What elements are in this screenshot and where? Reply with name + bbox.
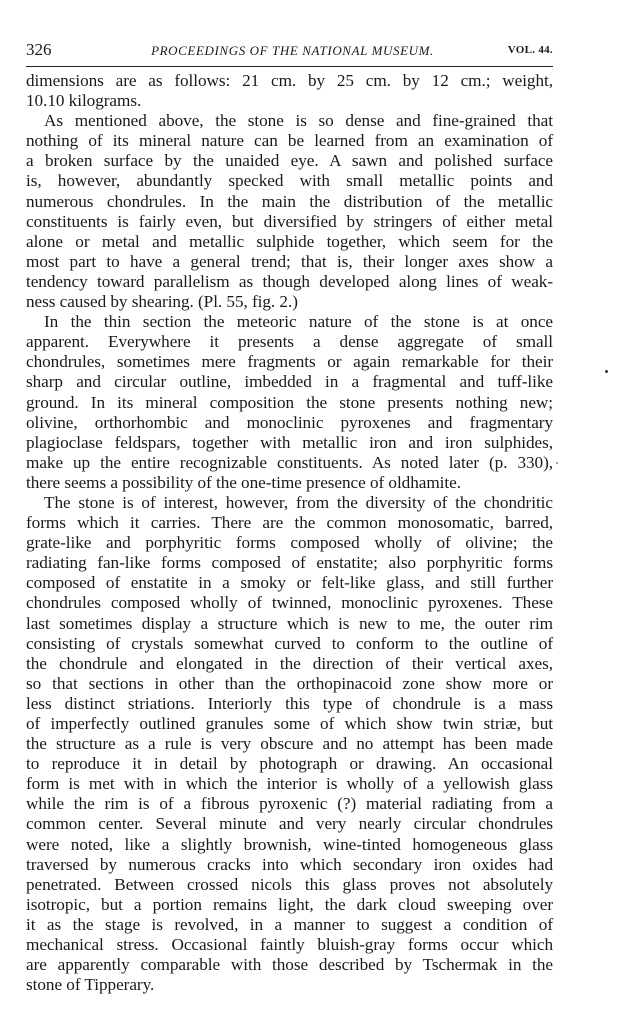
paragraph bbox=[26, 312, 553, 493]
running-title: PROCEEDINGS OF THE NATIONAL MUSEUM. bbox=[151, 43, 434, 58]
text-line: is, however, abundantly specked with small metallic points and bbox=[26, 171, 553, 191]
text-line: form is met with in which the interior is wholly of a yellowish glass bbox=[26, 774, 553, 794]
text-line: The stone is of interest, however, from the diversity of the chondritic bbox=[44, 492, 553, 512]
text-line: dimensions are as follows: 21 cm. by 25 cm. by 12 cm.; weight, bbox=[26, 71, 553, 90]
text-line: radiating fan-like forms composed of enstatite; also porphyritic forms bbox=[26, 553, 553, 573]
text-line: numerous chondrules. In the main the distribution of the metallic bbox=[26, 191, 553, 211]
text-line: the structure as a rule is very obscure and no attempt has been made bbox=[26, 734, 553, 754]
text-line: so that sections in other than the orthopinacoid zone show more or bbox=[26, 673, 553, 693]
text-line: grate-like and porphyritic forms composed wholly of olivine; the bbox=[26, 533, 553, 553]
text-line: it as the stage is revolved, in a manner to suggest a condition of bbox=[26, 914, 553, 934]
text-line: make up the entire recognizable constituents. As noted later (p. 330), bbox=[26, 452, 553, 472]
text-line: the chondrule and elongated in the direction of their vertical axes, bbox=[26, 653, 553, 673]
text-line: a broken surface by the unaided eye. A sawn and polished surface bbox=[26, 151, 553, 171]
volume-label: VOL. 44. bbox=[507, 44, 553, 56]
text-line: isotropic, but a portion remains light, the dark cloud sweeping over bbox=[26, 894, 553, 914]
text-line: most part to have a general trend; that is, their longer axes show a bbox=[26, 251, 553, 271]
text-line: nothing of its mineral nature can be learned from an examination of bbox=[26, 131, 553, 151]
paragraph bbox=[26, 71, 553, 111]
text-line: mechanical stress. Occasional faintly bluish-gray forms occur which bbox=[26, 935, 553, 955]
page-header bbox=[26, 40, 553, 62]
text-line: plagioclase feldspars, together with metallic iron and iron sulphides, bbox=[26, 432, 553, 452]
text-line: ness caused by shearing. (Pl. 55, fig. 2.) bbox=[26, 292, 298, 312]
scan-speck bbox=[556, 462, 558, 464]
text-line: olivine, orthorhombic and monoclinic pyroxenes and fragmentary bbox=[26, 412, 553, 432]
text-line: chondrules, sometimes mere fragments or again remarkable for their bbox=[26, 352, 553, 372]
text-line: consisting of crystals somewhat curved to conform to the outline of bbox=[26, 633, 553, 653]
paragraph bbox=[26, 493, 553, 995]
text-line: sharp and circular outline, imbedded in a fragmental and tuff-like bbox=[26, 372, 553, 392]
body-text bbox=[26, 71, 553, 995]
scan-speck bbox=[605, 370, 608, 373]
paragraph bbox=[26, 111, 553, 312]
text-line: forms which it carries. There are the common monosomatic, barred, bbox=[26, 513, 553, 533]
text-line: less distinct striations. Interiorly this type of chondrule is a mass bbox=[26, 693, 553, 713]
text-line: alone or metal and metallic sulphide together, which seem for the bbox=[26, 231, 553, 251]
text-line: of imperfectly outlined granules some of which show twin striæ, but bbox=[26, 714, 553, 733]
text-line: stone of Tipperary. bbox=[26, 975, 155, 995]
text-line: to reproduce it in detail by photograph or drawing. An occasional bbox=[26, 754, 553, 774]
text-line: traversed by numerous cracks into which secondary iron oxides had bbox=[26, 854, 553, 874]
text-line: apparent. Everywhere it presents a dense aggregate of small bbox=[26, 332, 553, 352]
text-line: were noted, like a slightly brownish, wine-tinted homogeneous glass bbox=[26, 834, 553, 854]
header-rule bbox=[26, 66, 553, 67]
text-line: last sometimes display a structure which is new to me, the outer rim bbox=[26, 613, 553, 633]
text-line: As mentioned above, the stone is so dense and fine-grained that bbox=[44, 111, 553, 131]
text-line: tendency toward parallelism as though developed along lines of weak- bbox=[26, 271, 553, 291]
text-line: while the rim is of a fibrous pyroxenic (?) material radiating from a bbox=[26, 794, 553, 814]
text-line: 10.10 kilograms. bbox=[26, 91, 142, 111]
text-line: common center. Several minute and very nearly circular chondrules bbox=[26, 814, 553, 834]
page-number: 326 bbox=[26, 40, 52, 59]
text-line: penetrated. Between crossed nicols this glass proves not absolutely bbox=[26, 874, 553, 894]
text-line: chondrules composed wholly of twinned, monoclinic pyroxenes. These bbox=[26, 593, 553, 613]
text-line: In the thin section the meteoric nature of the stone is at once bbox=[44, 312, 553, 332]
text-line: ground. In its mineral composition the stone presents nothing new; bbox=[26, 392, 553, 412]
text-line: are apparently comparable with those described by Tschermak in the bbox=[26, 955, 553, 975]
text-line: there seems a possibility of the one-time presence of oldhamite. bbox=[26, 472, 461, 492]
text-line: constituents is fairly even, but diversified by stringers of either metal bbox=[26, 211, 553, 231]
text-line: composed of enstatite in a smoky or felt-like glass, and still further bbox=[26, 573, 553, 593]
